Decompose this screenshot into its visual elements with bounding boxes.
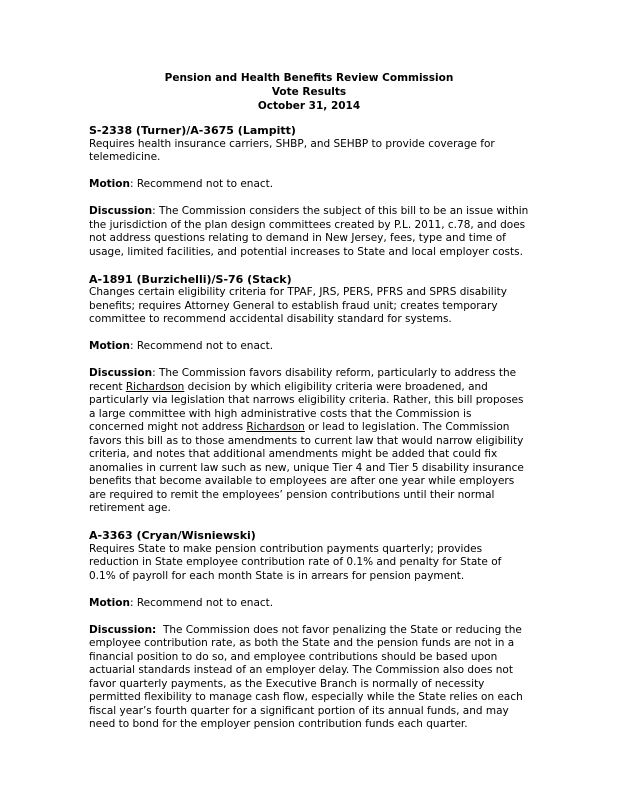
discussion-paragraph xyxy=(89,624,529,732)
bill-section xyxy=(89,124,529,273)
discussion-text-part3: or lead to legislation. The Commission favors this bill as to those amendments to current law that would narrow eligibility criteria, and notes that additional amendments might be added that could fix anomalies in current law such as new, unique Tier 4 and Tier 5 disability insurance benefits that become available to employees are after one year while employers are required to remit the employees’ pension contributions until their normal retirement age. xyxy=(89,421,524,514)
meeting-date: October 31, 2014 xyxy=(257,100,361,112)
bill-section xyxy=(89,273,529,530)
motion-text: : Recommend not to enact. xyxy=(129,340,274,352)
discussion-paragraph xyxy=(89,367,529,516)
discussion-text-part1: : The Commission favors disability reform, particularly to address the recent xyxy=(89,367,517,393)
discussion-text: The Commission does not favor penalizing the State or reducing the employee contribution rate, as both the State and the pension funds are not in a financial position to do so, and employee contributions should be based upon actuarial standards instead of an employer delay. The Commission also does not favor quarterly payments, as the Executive Branch is normally of necessity permitted flexibility to manage cash flow, especially while the State relies on each fiscal year’s fourth quarter for a significant portion of its annual funds, and may need to bond for the employer pension contribution funds each quarter. xyxy=(89,623,527,730)
case-name-richardson: Richardson xyxy=(246,421,305,433)
commission-title: Pension and Health Benefits Review Commission xyxy=(164,72,454,84)
bill-summary: Requires health insurance carriers, SHBP, and SEHBP to provide coverage for telemedicine. xyxy=(89,137,495,163)
motion-paragraph xyxy=(89,597,529,611)
motion-text: : Recommend not to enact. xyxy=(129,596,274,609)
document-body xyxy=(89,124,529,732)
discussion-label: Discussion xyxy=(89,367,153,379)
case-name-richardson: Richardson xyxy=(125,380,185,393)
discussion-text: : The Commission considers the subject of this bill to be an issue within the jurisdiction of the plan design committees created by P.L. 2011, c.78, and does not address questions relating to demand in New Jersey, fees, type and time of usage, limited facilities, and potential increases to State and local employer costs. xyxy=(89,205,529,258)
bill-summary: Changes certain eligibility criteria for TPAF, JRS, PERS, PFRS and SPRS disability benefits; requires Attorney General to establish fraud unit; creates temporary committee to recommend accidental disability standard for systems. xyxy=(89,286,507,325)
vote-results-title: Vote Results xyxy=(271,86,347,98)
motion-text: : Recommend not to enact. xyxy=(129,178,274,190)
discussion-paragraph xyxy=(89,205,529,259)
motion-label: Motion xyxy=(89,178,130,190)
discussion-label: Discussion xyxy=(89,205,153,217)
bill-summary: Requires State to make pension contribution payments quarterly; provides reduction in State employee contribution rate of 0.1% and penalty for State of 0.1% of payroll for each month State is in arrears for pension payment. xyxy=(89,542,502,582)
bill-heading: A-3363 (Cryan/Wisniewski) xyxy=(89,529,256,542)
document-title-block xyxy=(0,71,618,113)
motion-paragraph xyxy=(89,178,529,192)
motion-label: Motion xyxy=(89,340,130,352)
discussion-label: Discussion: xyxy=(89,623,157,636)
discussion-text-part2: decision by which eligibility criteria were broadened, and particularly via legislation that narrows eligibility criteria. Rather, this bill proposes a large committee with high administrative costs that the Commission is concerned might not address xyxy=(89,380,524,433)
motion-paragraph xyxy=(89,340,529,354)
bill-heading: A-1891 (Burzichelli)/S-76 (Stack) xyxy=(89,272,292,286)
bill-section xyxy=(89,529,529,732)
bill-heading: S-2338 (Turner)/A-3675 (Lampitt) xyxy=(89,124,296,137)
motion-label: Motion xyxy=(89,596,130,609)
